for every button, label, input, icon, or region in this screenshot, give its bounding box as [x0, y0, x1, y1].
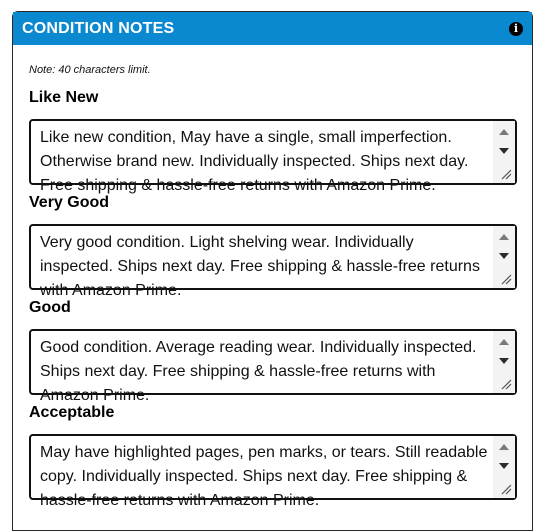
like-new-text[interactable]: Like new condition, May have a single, small imperfection. Otherwise brand new. Individually inspected. Ships next day. Free shipping & hassle-free returns with Amazon Prime.	[40, 129, 469, 194]
character-limit-note: Note: 40 characters limit.	[29, 64, 151, 76]
panel-body	[13, 63, 532, 509]
scroll-up-arrow-icon[interactable]	[499, 444, 509, 450]
like-new-textarea[interactable]	[29, 119, 517, 194]
very-good-text[interactable]: Very good condition. Light shelving wear. Individually inspected. Ships next day. Free shipping & hassle-free returns with Amazon Prime.	[40, 234, 480, 299]
scroll-up-arrow-icon[interactable]	[499, 339, 509, 345]
like-new-label: Like New	[29, 89, 99, 106]
good-text[interactable]: Good condition. Average reading wear. Individually inspected. Ships next day. Free shipping & hassle-free returns with Amazon Prime.	[40, 339, 477, 404]
good-textarea[interactable]	[29, 329, 517, 404]
resize-grip-icon[interactable]	[500, 378, 512, 390]
resize-grip-icon[interactable]	[500, 168, 512, 180]
panel-title: CONDITION NOTES	[22, 19, 175, 37]
scroll-down-arrow-icon[interactable]	[499, 253, 509, 259]
condition-notes-panel	[12, 11, 533, 531]
acceptable-label: Acceptable	[29, 404, 115, 421]
very-good-textarea[interactable]	[29, 224, 517, 299]
acceptable-textarea[interactable]	[29, 434, 517, 509]
very-good-label: Very Good	[29, 194, 110, 211]
scroll-down-arrow-icon[interactable]	[499, 463, 509, 469]
resize-grip-icon[interactable]	[500, 273, 512, 285]
resize-grip-icon[interactable]	[500, 483, 512, 495]
good-label: Good	[29, 299, 71, 316]
scroll-down-arrow-icon[interactable]	[499, 358, 509, 364]
acceptable-text[interactable]: May have highlighted pages, pen marks, or tears. Still readable copy. Individually inspected. Ships next day. Free shipping & hassle-free returns with Amazon Prime.	[40, 444, 488, 509]
scroll-up-arrow-icon[interactable]	[499, 234, 509, 240]
info-icon[interactable]: i	[509, 22, 523, 36]
scroll-up-arrow-icon[interactable]	[499, 129, 509, 135]
scroll-down-arrow-icon[interactable]	[499, 148, 509, 154]
panel-header	[13, 12, 532, 45]
